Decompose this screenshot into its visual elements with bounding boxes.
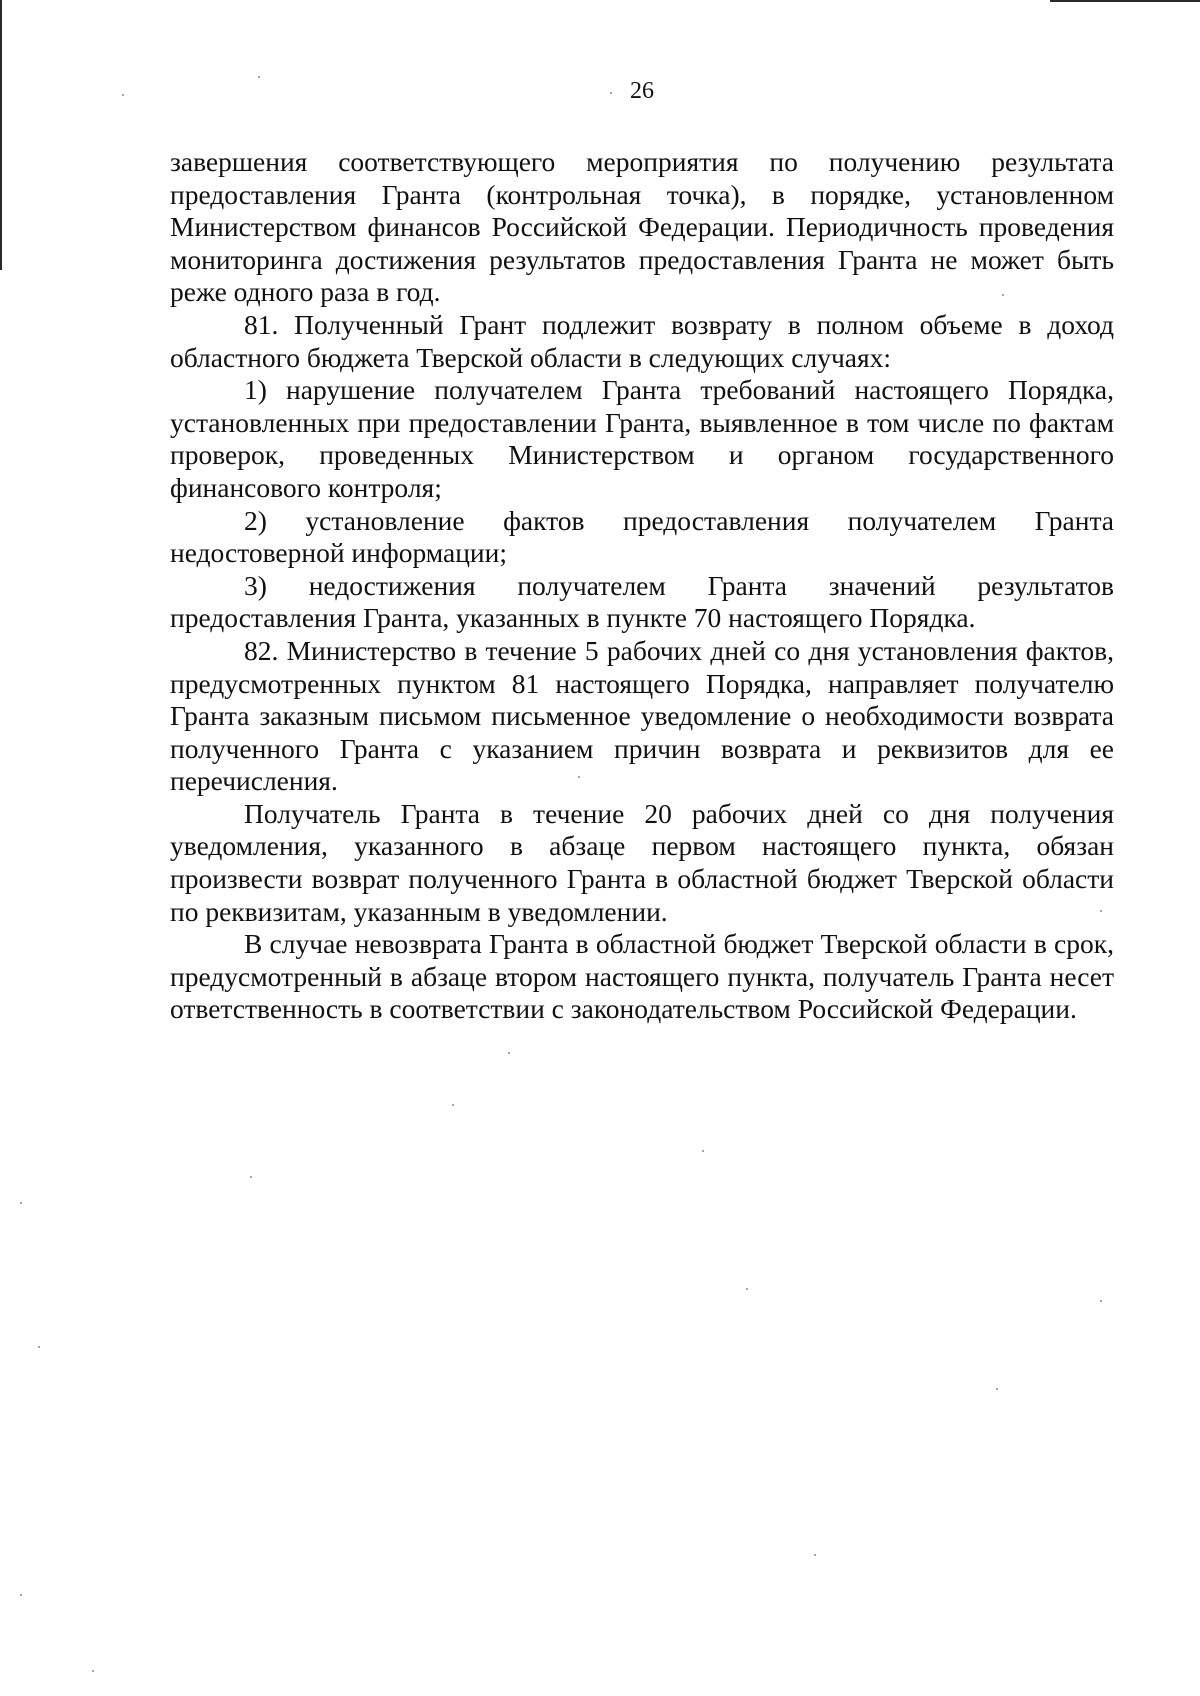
scan-border-left: [0, 0, 2, 270]
scan-speck: [1100, 910, 1102, 912]
scan-speck: [1002, 294, 1004, 296]
scan-speck: [20, 1594, 22, 1596]
paragraph-clause-82: 82. Министерство в течение 5 рабочих дней со дня установления фактов, предусмотренных пунктом 81 настоящего Порядка, направляет получателю Гранта заказным письмом письменное уведомление о необходимости возврата полученного Гранта с указанием причин возврата и реквизитов для ее перечисления.: [170, 634, 1114, 797]
scan-speck: [702, 1150, 704, 1152]
paragraph-item-3: 3) недостижения получателем Гранта значений результатов предоставления Гранта, указанных в пункте 70 настоящего Порядка.: [170, 569, 1114, 634]
scan-speck: [578, 776, 580, 778]
document-body: [170, 146, 1114, 1026]
scan-speck: [508, 1052, 510, 1054]
scan-speck: [996, 1388, 998, 1390]
scan-border-top: [1050, 0, 1200, 2]
paragraph-item-1: 1) нарушение получателем Гранта требований настоящего Порядка, установленных при предоставлении Гранта, выявленное в том числе по фактам проверок, проведенных Министерством и органом государственного финансового контроля;: [170, 374, 1114, 503]
paragraph-item-2: 2) установление фактов предоставления получателем Гранта недостоверной информации;: [170, 504, 1114, 569]
scan-speck: [1100, 1300, 1102, 1302]
paragraph-recipient-return: Получатель Гранта в течение 20 рабочих дней со дня получения уведомления, указанного в абзаце первом настоящего пункта, обязан произвести возврат полученного Гранта в областной бюджет Тверской области по реквизитам, указанным в уведомлении.: [170, 797, 1114, 927]
scan-speck: [250, 1176, 252, 1178]
scan-speck: [452, 1104, 454, 1106]
paragraph-non-return: В случае невозврата Гранта в областной бюджет Тверской области в срок, предусмотренный в абзаце втором настоящего пункта, получатель Гранта несет ответственность в соответствии с законодательством Российской Федерации.: [170, 928, 1114, 1025]
scan-speck: [258, 76, 260, 78]
scan-speck: [20, 1202, 22, 1204]
scan-speck: [746, 1288, 748, 1290]
scan-speck: [92, 1670, 94, 1672]
scan-speck: [38, 1346, 40, 1348]
scan-speck: [814, 1554, 816, 1556]
scan-speck: [122, 94, 124, 96]
scan-speck: [610, 92, 612, 94]
page-number: 26: [630, 78, 654, 104]
paragraph-continuation: завершения соответствующего мероприятия по получению результата предоставления Гранта (контрольная точка), в порядке, установленном Министерством финансов Российской Федерации. Периодичность проведения мониторинга достижения результатов предоставления Гранта не может быть реже одного раза в год.: [170, 146, 1114, 308]
paragraph-clause-81: 81. Полученный Грант подлежит возврату в полном объеме в доход областного бюджета Тверской области в следующих случаях:: [170, 308, 1114, 373]
